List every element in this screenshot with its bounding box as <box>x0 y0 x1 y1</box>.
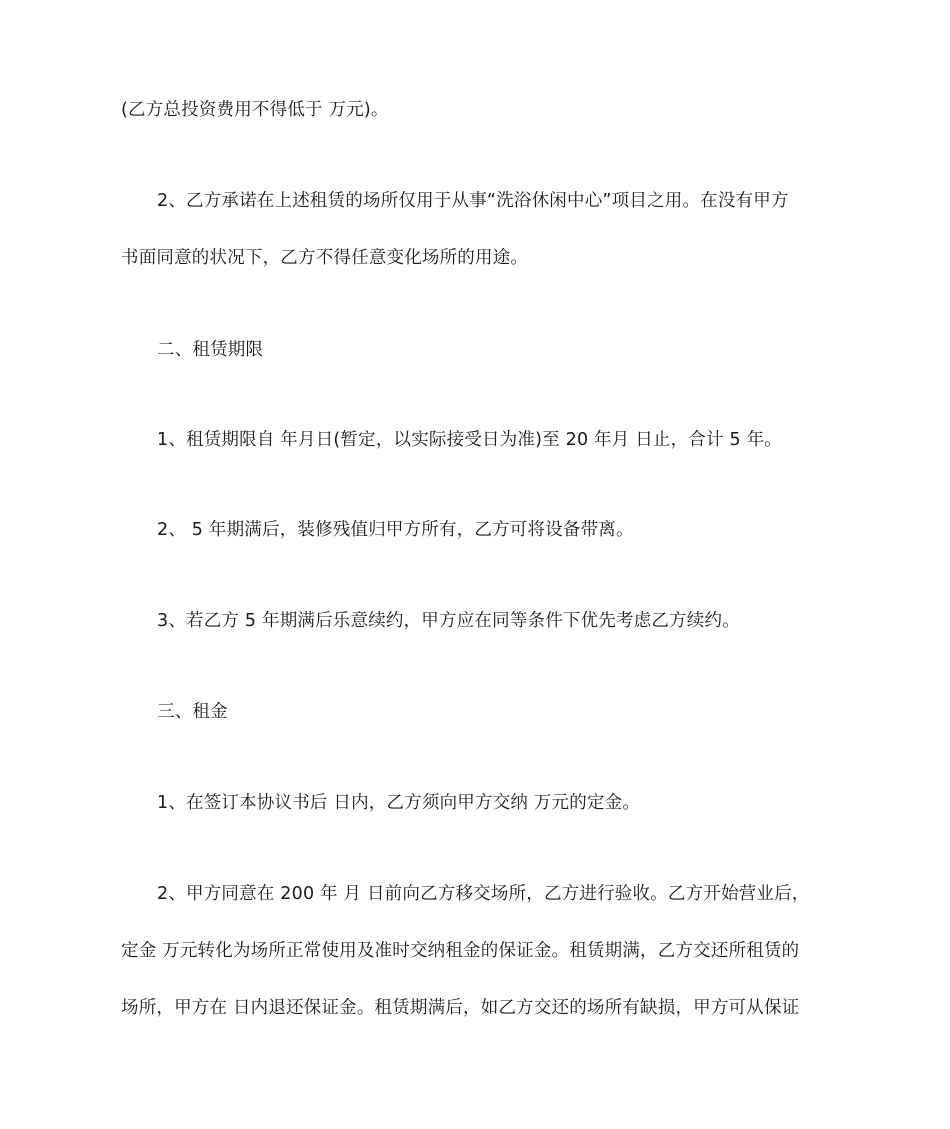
paragraph-line: 1、租赁期限自 年月日(暂定，以实际接受日为准)至 20 年月 日止，合计 5 年。 <box>157 430 782 450</box>
paragraph-line: 2、 5 年期满后，装修残值归甲方所有，乙方可将设备带离。 <box>157 520 634 540</box>
paragraph-line: 场所，甲方在 日内退还保证金。租赁期满后，如乙方交还的场所有缺损，甲方可从保证 <box>121 998 800 1018</box>
section-heading: 二、租赁期限 <box>157 340 264 360</box>
paragraph-line: 书面同意的状况下，乙方不得任意变化场所的用途。 <box>121 248 529 268</box>
paragraph-line: 2、乙方承诺在上述租赁的场所仅用于从事“洗浴休闲中心”项目之用。在没有甲方 <box>157 191 789 211</box>
paragraph-line: (乙方总投资费用不得低于 万元)。 <box>121 100 389 120</box>
paragraph-line: 1、在签订本协议书后 日内，乙方须向甲方交纳 万元的定金。 <box>157 793 641 813</box>
paragraph-line: 3、若乙方 5 年期满后乐意续约，甲方应在同等条件下优先考虑乙方续约。 <box>157 611 740 631</box>
section-heading: 三、租金 <box>157 702 228 722</box>
paragraph-line: 定金 万元转化为场所正常使用及准时交纳租金的保证金。租赁期满，乙方交还所租赁的 <box>121 941 800 961</box>
paragraph-line: 2、甲方同意在 200 年 月 日前向乙方移交场所，乙方进行验收。乙方开始营业后， <box>157 884 810 904</box>
